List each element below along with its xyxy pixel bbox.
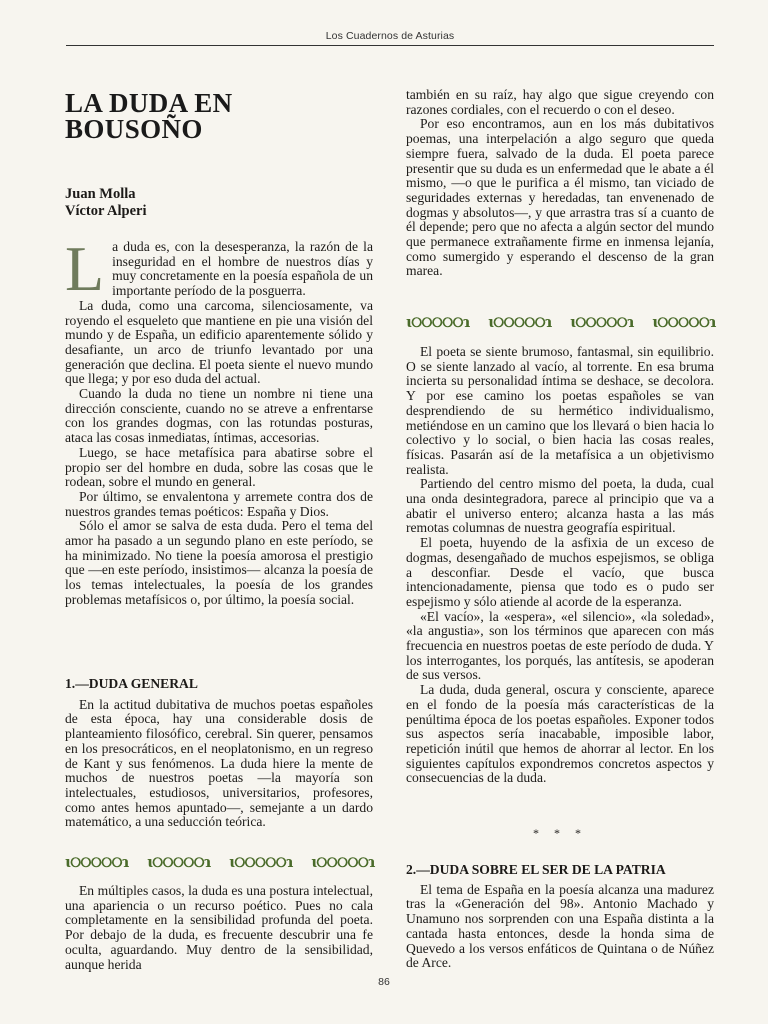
intro-paragraph: Sólo el amor se salva de esta duda. Pero el tema del amor ha pasado a un segundo plano en este período, se ha minimizado. No tiene la poesía amorosa el prestigio que —en este período, insistimos— alcanza la poesía de los temas intelectuales, la poesía de los grandes problemas metafísicos o, por último, la poesía social. xyxy=(65,518,373,607)
title-line-2: BOUSOÑO xyxy=(65,114,203,144)
right-paragraph: Partiendo del centro mismo del poeta, la duda, cual una onda desintegradora, parece al principio que va a abatir el universo entero; alcanza hasta a las más remotas columnas de nuestra geografía espiritual. xyxy=(406,476,714,536)
ornament-glyph: ɩ୦୦୦୦୦ɿ xyxy=(488,313,552,331)
section-2-paragraph: El tema de España en la poesía alcanza una madurez tras la «Generación del 98». Antonio Machado y Unamuno nos sorprenden con una España distinta a la cantada hasta entonces, desde la honda sima de Quevedo a los versos enfáticos de Quintana o de Núñez de Arce. xyxy=(406,881,714,971)
right-paragraph: La duda, duda general, oscura y consciente, aparece en el fondo de la poesía más características de la penúltima época de los poetas españoles. Exponer todos sus aspectos sería inacabable, imposible labor, repetición inútil que hemos de ahorrar al lector. En los siguientes capítulos expondremos concretos aspectos y consecuencias de la duda. xyxy=(406,682,714,786)
ornament-glyph: ɩ୦୦୦୦୦ɿ xyxy=(406,313,470,331)
drop-cap: L xyxy=(65,233,105,304)
left-bottom-paragraph: En múltiples casos, la duda es una postura intelectual, una apariencia o un recurso poético. Pues no cala completamente en la sensibilidad profunda del poeta. Por debajo de la duda, es frecuente descubrir una fe oculta, aguardando. Muy dentro de la sensibilidad, aunque herida xyxy=(65,883,373,972)
right-paragraph: «El vacío», la «espera», «el silencio», «la soledad», «la angustia», son los términos que aparecen con más frecuencia en nuestros poetas de este período de duda. Y los interrogantes, los porqués, las antítesis, se apoderan de sus versos. xyxy=(406,608,714,683)
intro-paragraph: Por último, se envalentona y arremete contra dos de nuestros grandes temas poéticos: España y Dios. xyxy=(65,488,373,519)
article-title xyxy=(65,90,365,142)
running-header: Los Cuadernos de Asturias xyxy=(325,30,455,42)
right-paragraph: El poeta, huyendo de la asfixia de un exceso de dogmas, desengañado de muchos espejismos, se obliga a desconfiar. Desde el vacío, que busca intencionadamente, piensa que todo es o pudo ser espejismo y sólo atiende al acorde de la esperanza. xyxy=(406,535,714,609)
intro-paragraph: La duda, como una carcoma, silenciosamente, va royendo el esqueleto que mantiene en pie una visión del mundo y de España, un edificio aparentemente sólido y desafiante, un arco de triunfo levantado por una generación que declina. El poeta siente el nuevo mundo que llega; y por eso duda del actual. xyxy=(65,297,373,387)
ornament-glyph: ɩ୦୦୦୦୦ɿ xyxy=(147,853,211,871)
title-line-1: LA DUDA EN xyxy=(65,88,233,118)
right-paragraph: también en su raíz, hay algo que sigue creyendo con razones cordiales, con el recuerdo o con el deseo. xyxy=(406,87,714,117)
ornament-glyph: ɩ୦୦୦୦୦ɿ xyxy=(570,313,634,331)
section-1-heading: 1.—DUDA GENERAL xyxy=(65,676,198,691)
section-2-heading: 2.—DUDA SOBRE EL SER DE LA PATRIA xyxy=(406,862,666,877)
ornament-glyph: ɩ୦୦୦୦୦ɿ xyxy=(65,853,129,871)
left-bottom-text xyxy=(65,884,373,972)
intro-first-paragraph: La duda es, con la desesperanza, la razón de la inseguridad en el hombre de nuestros días y muy concretamente en la poesía española de un importante período de la posguerra. xyxy=(65,233,373,304)
section-separator: * * * xyxy=(533,826,587,840)
right-column-top xyxy=(406,88,714,279)
intro-paragraph: Cuando la duda no tiene un nombre ni tiene una dirección consciente, cuando no se atreve a enfrentarse con los grandes dogmas, con las rotundas posturas, ataca las cosas inmediatas, íntimas, accesorias. xyxy=(65,386,373,446)
right-column-middle xyxy=(406,345,714,786)
intro-paragraph: Luego, se hace metafísica para abatirse sobre el propio ser del hombre en duda, sobre las cosas que le rodean, sobre el mundo en general. xyxy=(65,444,373,490)
ornament-right xyxy=(406,312,716,332)
left-column-intro xyxy=(65,233,373,608)
author-1: Juan Molla xyxy=(65,186,136,202)
right-paragraph: El poeta se siente brumoso, fantasmal, sin equilibrio. O se siente lanzado al vacío, al torrente. En esa bruma incierta su personalidad íntima se deshace, se decolora. Y por ese camino los poetas españoles se van desprendiendo de su hermético individualismo, metiéndose en un camino que los llevará o bien hacia lo colectivo y lo social, o bien hacia las cosas reales, físicas. Pasarán así de la metafísica a un objetivismo realista. xyxy=(406,344,714,477)
section-1-paragraph: En la actitud dubitativa de muchos poetas españoles de esta época, hay una considerable dosis de planteamiento filosófico, cerebral. Sin querer, pensamos en los presocráticos, en el neoplatonismo, en un regreso de Kant y sus fenómenos. La duda hiere la mente de muchos de nuestros poetas —la mayoría son intelectuales, estudiosos, universitarios, profesores, como antes hemos apuntado—, semejante a un dardo matemático, a una seducción teórica. xyxy=(65,696,373,830)
ornament-glyph: ɩ୦୦୦୦୦ɿ xyxy=(652,313,716,331)
ornament-glyph: ɩ୦୦୦୦୦ɿ xyxy=(229,853,293,871)
ornament-left xyxy=(65,852,375,872)
section-1 xyxy=(65,677,373,830)
section-2 xyxy=(406,863,714,971)
author-2: Víctor Alperi xyxy=(65,203,147,219)
right-paragraph: Por eso encontramos, aun en los más dubitativos poemas, una interpelación a algo seguro que queda siempre fuera, salvado de la duda. El poeta parece presentir que su duda es un enfermedad que le abate a él mismo, —o que le purifica a él mismo, tan viciado de seguridades externas y heredadas, tan envenenado de dogmas y absolutos—, y que arrastra tras sí a cuanto de él depende; pero que no afecta a algún sector del mundo que permanece extrañamente firme en inmensa lejanía, como sumergido y esperando el descenso de la gran marea. xyxy=(406,116,714,279)
header-rule xyxy=(66,45,714,46)
authors xyxy=(65,186,365,220)
page-number: 86 xyxy=(378,976,390,988)
ornament-glyph: ɩ୦୦୦୦୦ɿ xyxy=(311,853,375,871)
